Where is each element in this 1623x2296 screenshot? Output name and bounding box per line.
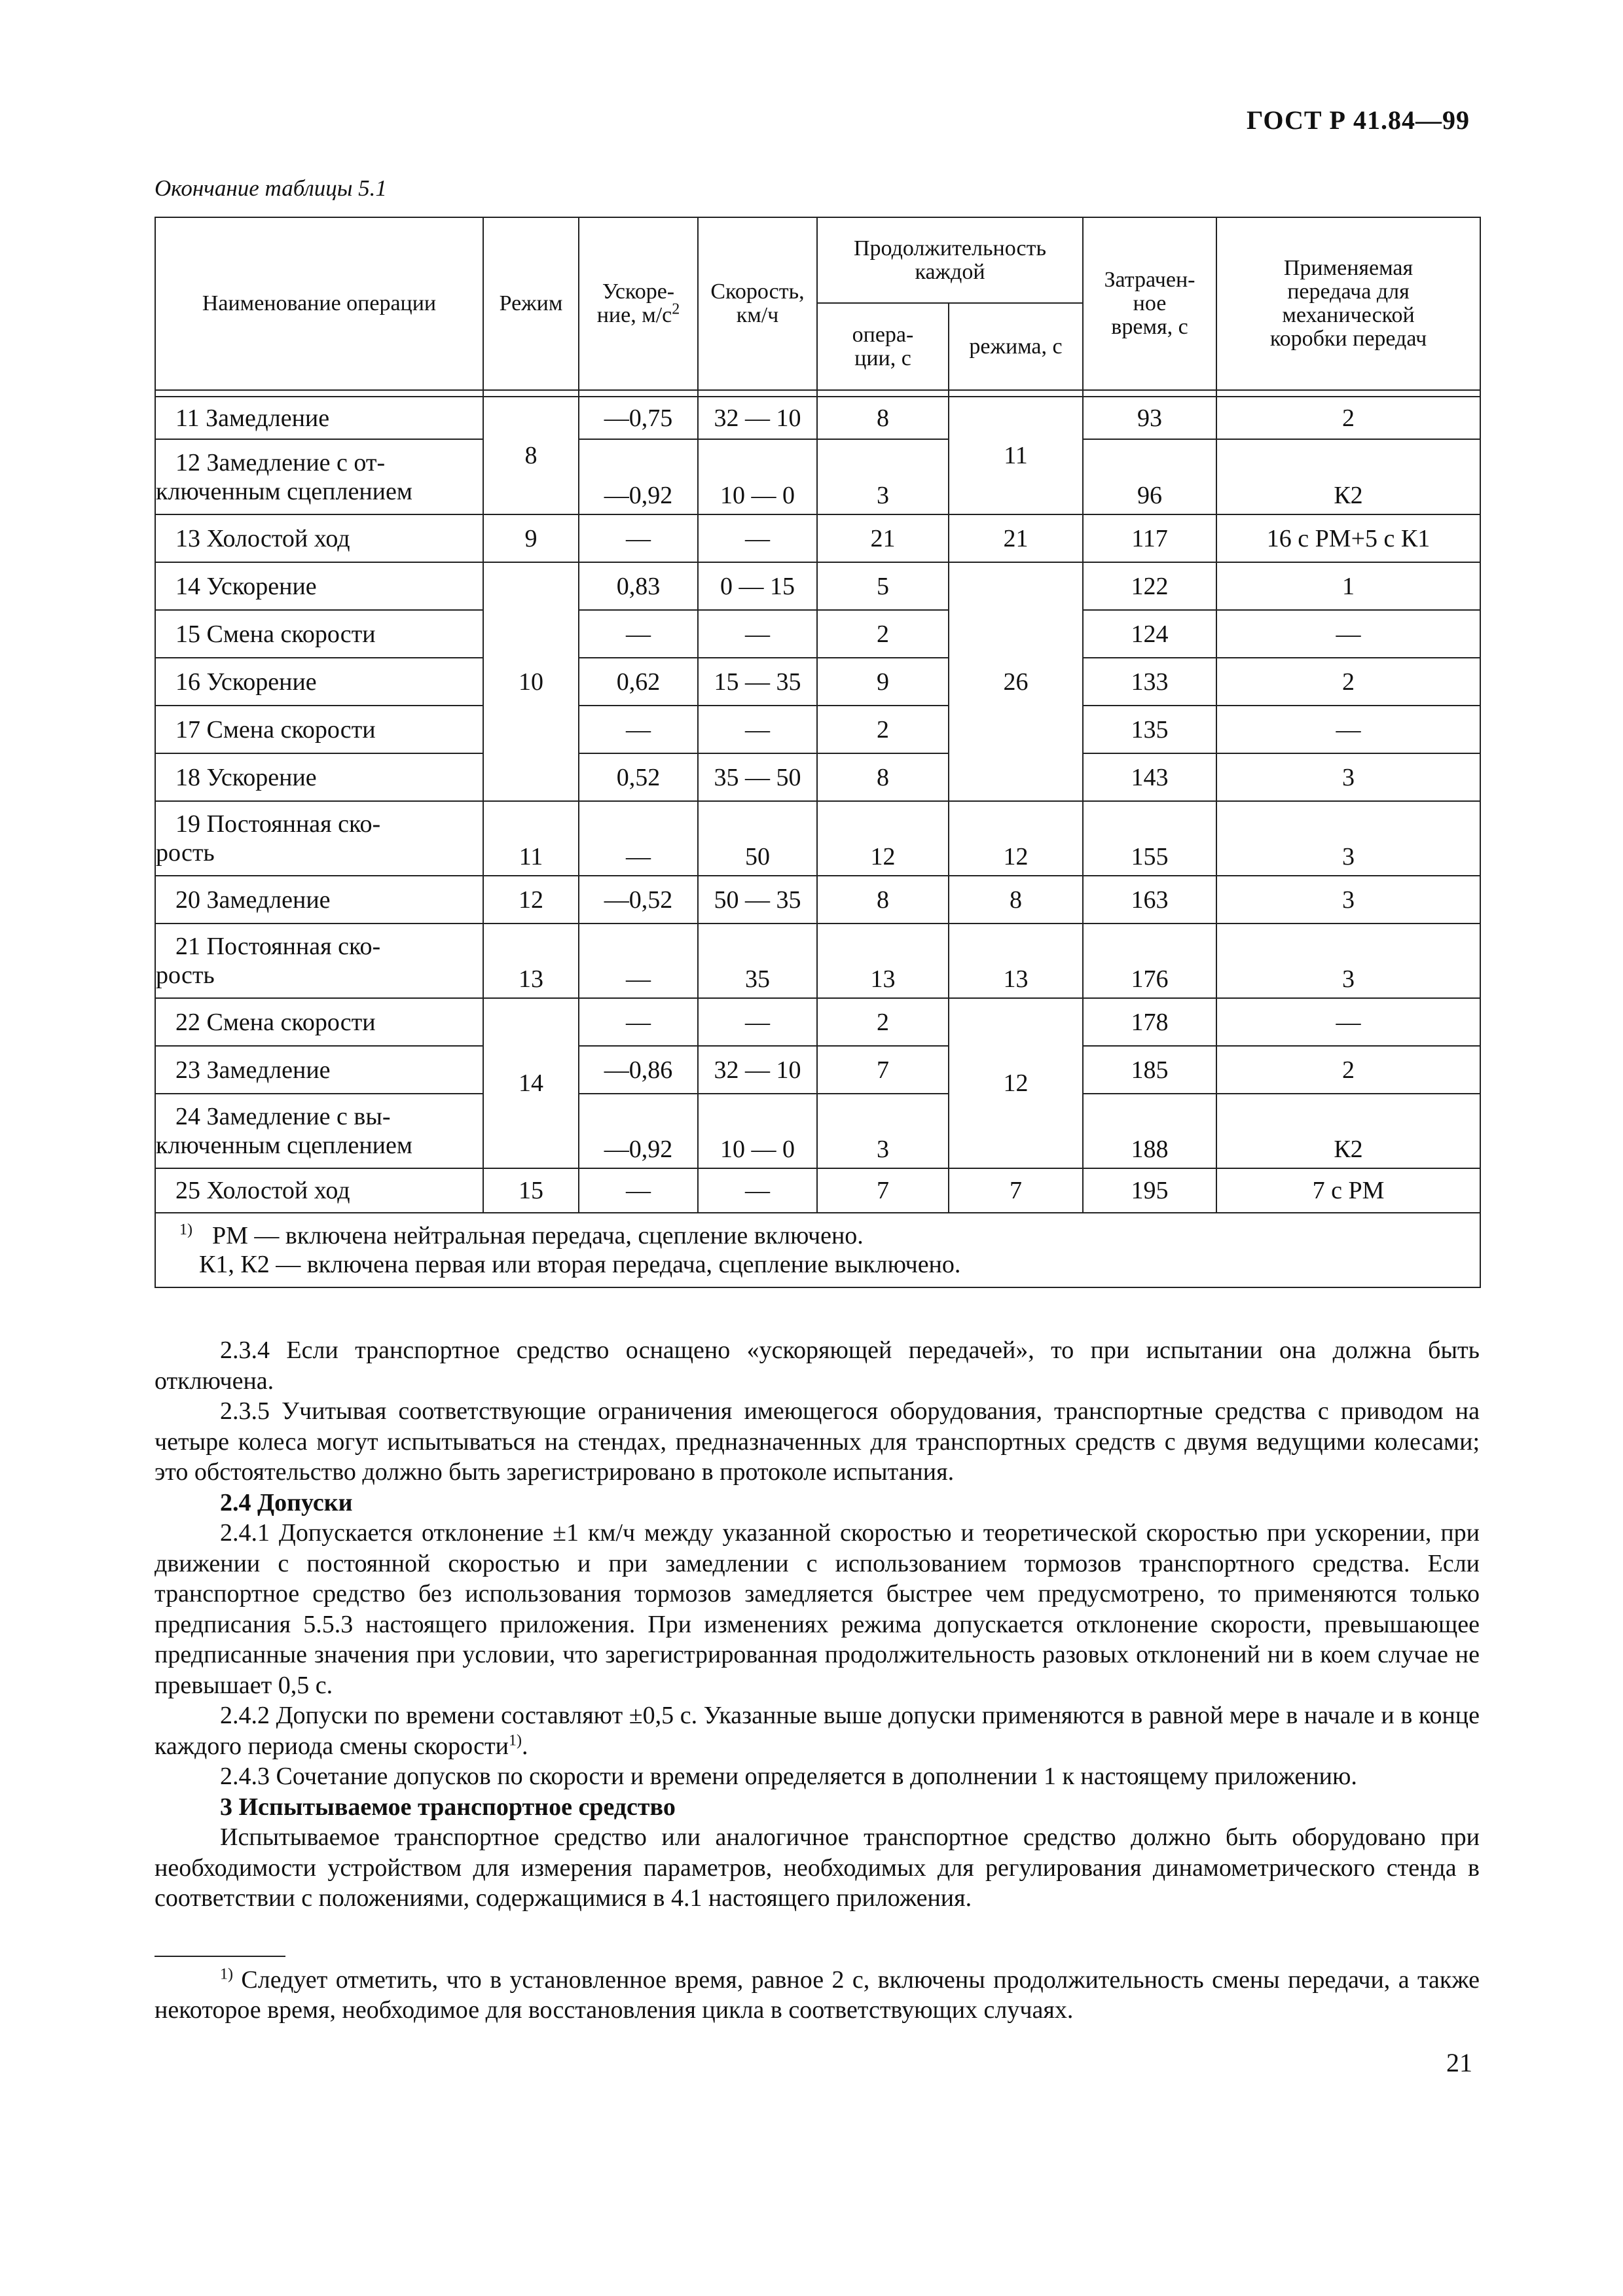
table-row [155,1046,1480,1094]
cell-mode-duration: 8 [949,876,1083,924]
paragraph-2-3-4: 2.3.4 Если транспортное средство оснащено «ускоряющей передачей», то при испытании она должна быть отключена. [155,1336,1480,1395]
cell-elapsed: 122 [1083,562,1216,610]
header-duration: Продолжительность каждой [817,217,1083,303]
cell-op-duration: 21 [817,514,949,562]
cell-gear: 3 [1216,924,1480,998]
cell-op-duration: 2 [817,610,949,658]
cell-speed: — [698,514,817,562]
cell-gear: 3 [1216,876,1480,924]
paragraph-2-3-5: 2.3.5 Учитывая соответствующие ограничения имеющегося оборудования, транспортные средства с приводом на четыре колеса могут испытываться на стендах, предназначенных для транспортных средств с двумя ведущими колесами; это обстоятельство должно быть зарегистрировано в протоколе испытания. [155,1397,1480,1486]
cell-mode: 9 [483,514,579,562]
cell-op-duration: 2 [817,706,949,753]
cell-accel: 0,52 [579,753,698,801]
cell-speed: — [698,998,817,1046]
cell-gear: 3 [1216,801,1480,876]
paragraph-2-4-2: 2.4.2 Допуски по времени составляют ±0,5 с. Указанные выше допуски применяются в равной мере в начале и в конце каждого периода смены скорости$^{1)}$. [155,1702,1480,1760]
cell-op-duration: 2 [817,998,949,1046]
cell-name: 25 Холостой ход [155,1168,483,1213]
table-row [155,1168,1480,1213]
cell-mode: 15 [483,1168,579,1213]
cell-op-duration: 9 [817,658,949,706]
cell-gear: 2 [1216,658,1480,706]
cell-op-duration: 8 [817,876,949,924]
cell-accel: —0,92 [579,439,698,514]
table-row [155,998,1480,1046]
cell-gear: 1 [1216,562,1480,610]
section-heading-2-4: 2.4 Допуски [220,1488,353,1516]
header-elapsed-time: Затрачен- ное время, с [1083,217,1216,390]
cell-elapsed: 188 [1083,1094,1216,1168]
header-operation-duration: опера- ции, с [817,303,949,390]
cell-name: 20 Замедление [155,876,483,924]
cell-accel: — [579,610,698,658]
cell-name: 22 Смена скорости [155,998,483,1046]
table-row [155,706,1480,753]
section-heading-3: 3 Испытываемое транспортное средство [220,1793,676,1821]
cell-op-duration: 12 [817,801,949,876]
cell-gear: 2 [1216,1046,1480,1094]
table-row [155,876,1480,924]
cell-elapsed: 96 [1083,439,1216,514]
cell-speed: 50 [698,801,817,876]
cell-name: 16 Ускорение [155,658,483,706]
cell-op-duration: 8 [817,753,949,801]
cell-gear: — [1216,998,1480,1046]
cell-speed: 15 — 35 [698,658,817,706]
cell-mode-duration: 26 [949,562,1083,801]
cell-speed: — [698,610,817,658]
table-row [155,610,1480,658]
cell-speed: 32 — 10 [698,1046,817,1094]
cell-gear: — [1216,706,1480,753]
header-mode-duration: режима, с [949,303,1083,390]
table-row [155,397,1480,439]
cell-accel: —0,52 [579,876,698,924]
cell-gear: 2 [1216,397,1480,439]
footnote-ref: 1) [508,1731,522,1749]
cell-op-duration: 3 [817,439,949,514]
cell-mode-duration: 21 [949,514,1083,562]
cell-accel: — [579,514,698,562]
page-footnote: $^{1)}$ Следует отметить, что в установленное время, равное 2 с, включены продолжительность смены передачи, а также некоторое время, необходимое для восстановления цикла в соответствующих случаях. [155,1965,1480,2024]
cell-speed: — [698,1168,817,1213]
body-text [155,1335,1480,1914]
cell-op-duration: 3 [817,1094,949,1168]
cell-name: 15 Смена скорости [155,610,483,658]
header-gear: Применяемая передача для механической коробки передач [1216,217,1480,390]
cell-mode: 14 [483,998,579,1168]
cell-mode-duration: 7 [949,1168,1083,1213]
cell-op-duration: 8 [817,397,949,439]
cell-name: 14 Ускорение [155,562,483,610]
header-speed: Скорость, км/ч [698,217,817,390]
cell-accel: 0,83 [579,562,698,610]
cell-op-duration: 13 [817,924,949,998]
document-code: ГОСТ Р 41.84—99 [1246,105,1470,135]
footnote-divider [155,1956,285,1957]
cell-elapsed: 143 [1083,753,1216,801]
cell-elapsed: 93 [1083,397,1216,439]
cell-accel: —0,86 [579,1046,698,1094]
footnote-marker: 1) [220,1965,233,1983]
paragraph-3: Испытываемое транспортное средство или аналогичное транспортное средство должно быть оборудовано при необходимости устройством для измерения параметров, необходимых для регулирования динамометрического стенда в соответствии с положениями, содержащимися в 4.1 настоящего приложения. [155,1823,1480,1912]
cell-name: 11 Замедление [155,397,483,439]
cell-elapsed: 135 [1083,706,1216,753]
cell-gear: 3 [1216,753,1480,801]
cell-gear: — [1216,610,1480,658]
cell-elapsed: 176 [1083,924,1216,998]
cell-elapsed: 124 [1083,610,1216,658]
table-row [155,924,1480,998]
cell-name: 19 Постоянная ско- рость [155,801,483,876]
footnote-marker: 1) [179,1221,192,1239]
cell-accel: — [579,706,698,753]
cell-mode: 13 [483,924,579,998]
cell-speed: 50 — 35 [698,876,817,924]
table-row [155,753,1480,801]
cell-speed: 10 — 0 [698,439,817,514]
table-row [155,514,1480,562]
cell-gear: К2 [1216,1094,1480,1168]
table-row [155,562,1480,610]
cell-mode-duration: 12 [949,801,1083,876]
cell-speed: 32 — 10 [698,397,817,439]
paragraph-2-4-3: 2.4.3 Сочетание допусков по скорости и времени определяется в дополнении 1 к настоящему приложению. [220,1763,1357,1790]
cell-name: 21 Постоянная ско- рость [155,924,483,998]
table-row [155,439,1480,514]
cell-mode: 12 [483,876,579,924]
cell-gear: К2 [1216,439,1480,514]
cell-accel: 0,62 [579,658,698,706]
paragraph-2-4-1: 2.4.1 Допускается отклонение ±1 км/ч между указанной скоростью и теоретической скоростью при ускорении, при движении с постоянной скоростью и при замедлении с использованием тормозов транспортного средства. Если транспортное средство без использования тормозов замедляется быстрее чем предусмотрено, то применяются только предписания 5.5.3 настоящего приложения. При изменениях режима допускается отклонение скорости, превышающее предписанные значения при условии, что зарегистрированная продолжительность разовых отклонений ни в коем случае не превышает 0,5 с. [155,1519,1480,1699]
cell-speed: — [698,706,817,753]
table-row [155,658,1480,706]
table-row [155,1094,1480,1168]
cell-op-duration: 7 [817,1046,949,1094]
cell-speed: 0 — 15 [698,562,817,610]
cell-name: 12 Замедление с от- ключенным сцеплением [155,439,483,514]
driving-cycle-table [155,217,1481,1288]
cell-elapsed: 178 [1083,998,1216,1046]
table-footnote-row [155,1213,1480,1287]
cell-elapsed: 117 [1083,514,1216,562]
cell-mode-duration: 12 [949,998,1083,1168]
cell-mode-duration: 11 [949,397,1083,514]
cell-accel: — [579,998,698,1046]
cell-elapsed: 133 [1083,658,1216,706]
cell-accel: —0,92 [579,1094,698,1168]
cell-speed: 10 — 0 [698,1094,817,1168]
cell-speed: 35 — 50 [698,753,817,801]
header-mode: Режим [483,217,579,390]
cell-op-duration: 5 [817,562,949,610]
cell-mode-duration: 13 [949,924,1083,998]
cell-name: 13 Холостой ход [155,514,483,562]
cell-name: 24 Замедление с вы- ключенным сцеплением [155,1094,483,1168]
cell-elapsed: 195 [1083,1168,1216,1213]
cell-name: 17 Смена скорости [155,706,483,753]
cell-name: 23 Замедление [155,1046,483,1094]
cell-elapsed: 155 [1083,801,1216,876]
cell-elapsed: 163 [1083,876,1216,924]
cell-gear: 7 с РМ [1216,1168,1480,1213]
cell-mode: 11 [483,801,579,876]
cell-accel: — [579,1168,698,1213]
cell-accel: — [579,924,698,998]
cell-op-duration: 7 [817,1168,949,1213]
table-row [155,801,1480,876]
cell-speed: 35 [698,924,817,998]
cell-mode: 10 [483,562,579,801]
header-acceleration: Ускоре- ние, $м/с^2$ [579,217,698,390]
page-number: 21 [1446,2048,1472,2077]
cell-name: 18 Ускорение [155,753,483,801]
cell-accel: — [579,801,698,876]
cell-accel: —0,75 [579,397,698,439]
cell-elapsed: 185 [1083,1046,1216,1094]
table-caption: Окончание таблицы 5.1 [155,175,387,201]
cell-gear: 16 с РМ+5 с К1 [1216,514,1480,562]
header-operation-name: Наименование операции [155,217,483,390]
table-footnote: $^{1)}$ РМ — включена нейтральная передача, сцепление включено. К1, К2 — включена первая или вторая передача, сцепление выключено. [155,1213,1480,1287]
cell-mode: 8 [483,397,579,514]
